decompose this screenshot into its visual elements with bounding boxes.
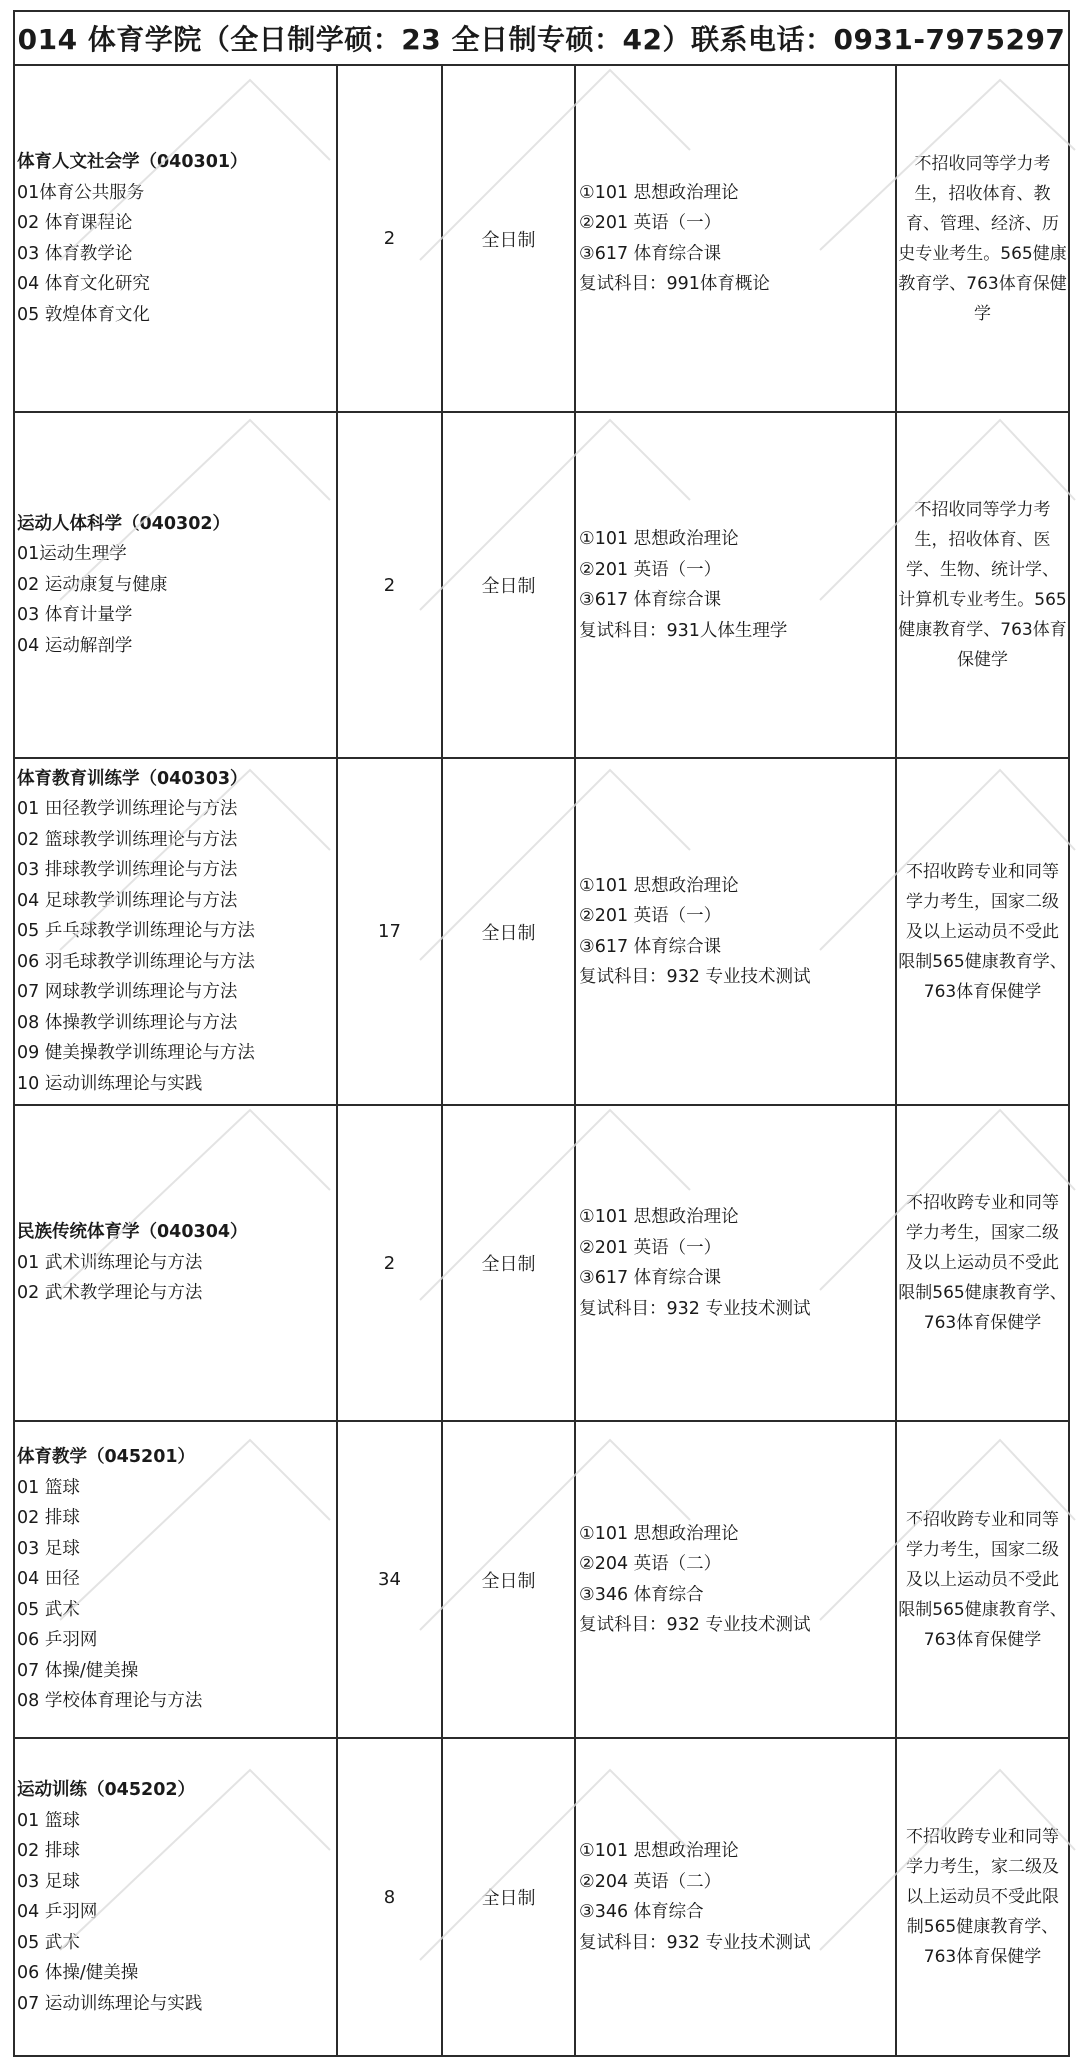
exam-item: 复试科目：932 专业技术测试 [579,967,811,987]
remarks: 不招收同等学力考生，招收体育、教育、管理、经济、历史专业考生。565健康教育学、763体育保健学 [896,65,1069,412]
direction-item: 02 篮球教学训练理论与方法 [17,829,238,850]
direction-item: 05 武术 [17,1599,80,1620]
table-row [14,1421,1069,1738]
exam-item: ①101 思想政治理论 [579,1207,739,1227]
major-name: 民族传统体育学（040304） [17,1222,248,1243]
enrollment-count: 2 [337,1105,442,1421]
major-name: 体育教学（045201） [17,1447,196,1468]
exam-item: ③617 体育综合课 [579,936,722,957]
exam-subjects [575,1421,896,1738]
major-cell [14,1105,337,1421]
major-cell [14,758,337,1105]
exam-item: ①101 思想政治理论 [579,182,739,203]
direction-item: 01 篮球 [17,1810,80,1831]
direction-item: 02 运动康复与健康 [17,574,168,595]
exam-subjects [575,1738,896,2056]
exam-item: ③346 体育综合 [579,1902,704,1922]
direction-item: 02 体育课程论 [17,213,133,233]
direction-item: 05 敦煌体育文化 [17,304,150,325]
exam-item: ②201 英语（一） [579,1237,722,1258]
direction-item: 03 体育计量学 [17,605,133,626]
major-cell [14,1738,337,2056]
direction-item: 01 武术训练理论与方法 [17,1252,203,1273]
remarks: 不招收跨专业和同等学力考生，国家二级及以上运动员不受此限制565健康教育学、763体育保健学 [896,1421,1069,1738]
major-name: 运动人体科学（040302） [17,513,231,534]
direction-item: 01 田径教学训练理论与方法 [17,799,238,820]
enrollment-count: 2 [337,412,442,758]
enrollment-count: 17 [337,758,442,1105]
table-row [14,65,1069,412]
remarks: 不招收同等学力考生，招收体育、医学、生物、统计学、计算机专业考生。565健康教育学、763体育保健学 [896,412,1069,758]
exam-item: ②201 英语（一） [579,559,722,580]
major-name: 体育人文社会学（040301） [17,152,248,172]
direction-item: 01体育公共服务 [17,182,145,203]
direction-item: 06 体操/健美操 [17,1963,139,1983]
exam-subjects [575,412,896,758]
direction-item: 07 网球教学训练理论与方法 [17,982,238,1003]
remarks: 不招收跨专业和同等学力考生，家二级及以上运动员不受此限制565健康教育学、763体育保健学 [896,1738,1069,2056]
direction-item: 01运动生理学 [17,544,127,565]
exam-item: ①101 思想政治理论 [579,875,739,896]
direction-item: 04 足球教学训练理论与方法 [17,890,238,911]
direction-item: 08 学校体育理论与方法 [17,1691,203,1712]
direction-item: 04 田径 [17,1569,80,1590]
direction-item: 07 体操/健美操 [17,1660,139,1681]
exam-item: ③617 体育综合课 [579,1268,722,1288]
direction-item: 05 武术 [17,1932,80,1953]
exam-subjects [575,1105,896,1421]
title-row [14,11,1069,65]
direction-item: 01 篮球 [17,1477,80,1498]
exam-item: 复试科目：991体育概论 [579,274,770,294]
direction-item: 06 乒羽网 [17,1630,98,1651]
remarks: 不招收跨专业和同等学力考生，国家二级及以上运动员不受此限制565健康教育学、763体育保健学 [896,1105,1069,1421]
direction-item: 02 排球 [17,1841,80,1861]
direction-item: 03 足球 [17,1538,80,1559]
direction-item: 02 武术教学理论与方法 [17,1283,203,1304]
exam-item: ②201 英语（一） [579,906,722,926]
direction-item: 08 体操教学训练理论与方法 [17,1012,238,1033]
enrollment-count: 2 [337,65,442,412]
exam-subjects [575,758,896,1105]
major-name: 运动训练（045202） [17,1780,196,1800]
exam-item: 复试科目：931人体生理学 [579,620,788,641]
exam-item: ③617 体育综合课 [579,243,722,264]
table-row [14,1105,1069,1421]
exam-item: ①101 思想政治理论 [579,529,739,549]
exam-item: ②204 英语（二） [579,1554,722,1574]
table-row [14,412,1069,758]
exam-item: ②201 英语（一） [579,213,722,233]
major-cell [14,412,337,758]
major-cell [14,1421,337,1738]
exam-item: ②204 英语（二） [579,1871,722,1892]
direction-item: 03 体育教学论 [17,243,133,264]
study-mode: 全日制 [442,412,575,758]
enrollment-count: 34 [337,1421,442,1738]
admission-table [13,10,1070,2057]
direction-item: 06 羽毛球教学训练理论与方法 [17,951,255,972]
study-mode: 全日制 [442,1105,575,1421]
direction-item: 04 乒羽网 [17,1902,98,1922]
direction-item: 03 排球教学训练理论与方法 [17,860,238,881]
direction-item: 09 健美操教学训练理论与方法 [17,1043,255,1064]
direction-item: 04 体育文化研究 [17,274,150,294]
direction-item: 10 运动训练理论与实践 [17,1073,203,1094]
major-cell [14,65,337,412]
direction-item: 04 运动解剖学 [17,635,133,656]
exam-item: ①101 思想政治理论 [579,1523,739,1544]
major-name: 体育教育训练学（040303） [17,768,248,789]
direction-item: 03 足球 [17,1871,80,1892]
exam-item: ③346 体育综合 [579,1584,704,1605]
exam-item: 复试科目：932 专业技术测试 [579,1615,811,1635]
exam-subjects [575,65,896,412]
table-title: 014 体育学院（全日制学硕：23 全日制专硕：42）联系电话：0931-7975297 [14,11,1069,65]
exam-item: ①101 思想政治理论 [579,1841,739,1861]
exam-item: 复试科目：932 专业技术测试 [579,1298,811,1319]
table-row [14,1738,1069,2056]
direction-item: 02 排球 [17,1508,80,1529]
remarks: 不招收跨专业和同等学力考生，国家二级及以上运动员不受此限制565健康教育学、763体育保健学 [896,758,1069,1105]
exam-item: 复试科目：932 专业技术测试 [579,1932,811,1953]
table-row [14,758,1069,1105]
direction-item: 05 乒乓球教学训练理论与方法 [17,921,255,942]
direction-item: 07 运动训练理论与实践 [17,1993,203,2014]
study-mode: 全日制 [442,1421,575,1738]
study-mode: 全日制 [442,758,575,1105]
study-mode: 全日制 [442,65,575,412]
enrollment-count: 8 [337,1738,442,2056]
study-mode: 全日制 [442,1738,575,2056]
exam-item: ③617 体育综合课 [579,590,722,610]
